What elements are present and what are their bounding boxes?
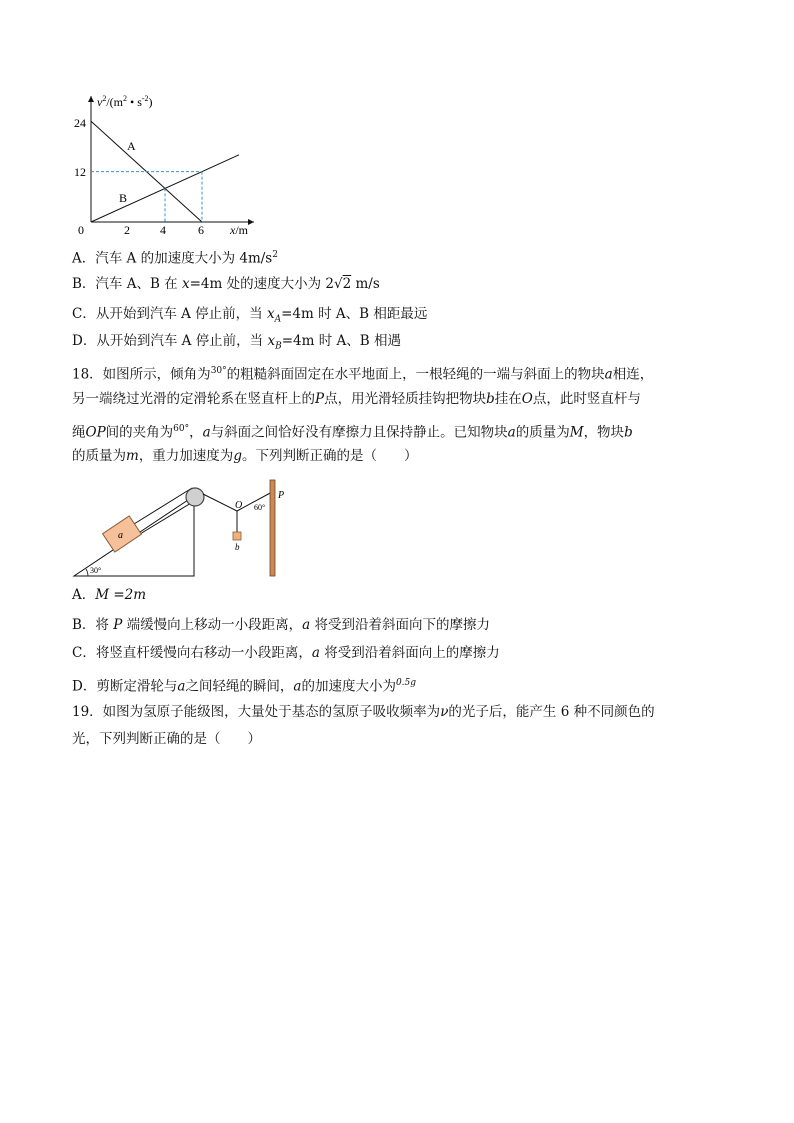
- x-axis-label: x/m: [230, 223, 248, 237]
- q18-option-d: D．剪断定滑轮与a之间轻绳的瞬间，a的加速度大小为$^{0.5g}$: [72, 678, 417, 695]
- q18-stem-line-1: 18．如图所示，倾角为$^{30^\circ}$的粗糙斜面固定在水平地面上，一根轻绳的一端与斜面上的物块a相连，: [72, 366, 654, 383]
- line-label-B: B: [119, 191, 128, 205]
- rope-to-O: [203, 494, 237, 511]
- block-b: [233, 532, 241, 540]
- vertical-pole: [270, 480, 275, 576]
- q18-option-a: A．M =2m: [72, 587, 147, 603]
- angle-30-arc: [86, 569, 88, 576]
- q18-option-c: C．将竖直杆缓慢向右移动一小段距离，a 将受到沿着斜面向上的摩擦力: [72, 645, 500, 661]
- series-B-line: [91, 155, 239, 222]
- rope-upper: [134, 488, 192, 524]
- pulley: [186, 488, 204, 506]
- angle-60-label: 60°: [254, 503, 266, 512]
- x-tick-6: 6: [198, 223, 204, 237]
- q17-option-d: D．从开始到汽车 A 停止前，当 $x_B=4m$ 时 A、B 相遇: [72, 333, 401, 352]
- incline-pulley-figure: [70, 478, 290, 580]
- angle-30-label: 30°: [90, 566, 102, 575]
- y-tick-24: 24: [74, 116, 86, 130]
- x-tick-2: 2: [124, 223, 130, 237]
- x-tick-4: 4: [160, 223, 166, 237]
- q19-stem-line-1: 19．如图为氢原子能级图，大量处于基态的氢原子吸收频率为ν的光子后，能产生 6 种不同颜色的: [72, 704, 655, 720]
- line-label-A: A: [127, 139, 136, 153]
- point-P-label: P: [278, 490, 285, 501]
- series-B-segment: [91, 155, 239, 222]
- rope-lower: [140, 500, 196, 534]
- q17-option-c: C．从开始到汽车 A 停止前，当 $x_A=4m$ 时 A、B 相距最远: [72, 306, 428, 325]
- block-b-label: b: [235, 542, 240, 552]
- sqrt-expression: 2√2: [325, 276, 352, 292]
- q18-stem-line-2: 另一端绕过光滑的定滑轮系在竖直杆上的P点，用光滑轻质挂钩把物块b挂在O点，此时竖直杆与: [72, 391, 641, 407]
- q18-stem-line-4: 的质量为m，重力加速度为g。下列判断正确的是（ ）: [72, 448, 418, 464]
- y-axis-label: $v^2/(m^2$ • $s^{-2}$): [97, 94, 153, 109]
- y-tick-12: 12: [74, 165, 86, 179]
- q17-option-a: A．汽车 A 的加速度大小为 $4m/s^2$: [72, 250, 278, 267]
- point-O-label: O: [235, 500, 243, 511]
- q19-stem-line-2: 光，下列判断正确的是（ ）: [72, 731, 261, 747]
- origin-label: 0: [78, 223, 84, 237]
- q18-stem-line-3: 绳OP间的夹角为$^{60^\circ}$，a与斜面之间恰好没有摩擦力且保持静止。已知物块a的质量为M，物块b: [72, 424, 633, 441]
- velocity-squared-graph: [70, 90, 270, 238]
- block-a-label: a: [118, 530, 123, 541]
- q17-option-b: B．汽车 A、B 在 x=4m 处的速度大小为 2√2 m/s: [72, 276, 380, 292]
- q18-option-b: B．将 P 端缓慢向上移动一小段距离，a 将受到沿着斜面向下的摩擦力: [72, 617, 490, 633]
